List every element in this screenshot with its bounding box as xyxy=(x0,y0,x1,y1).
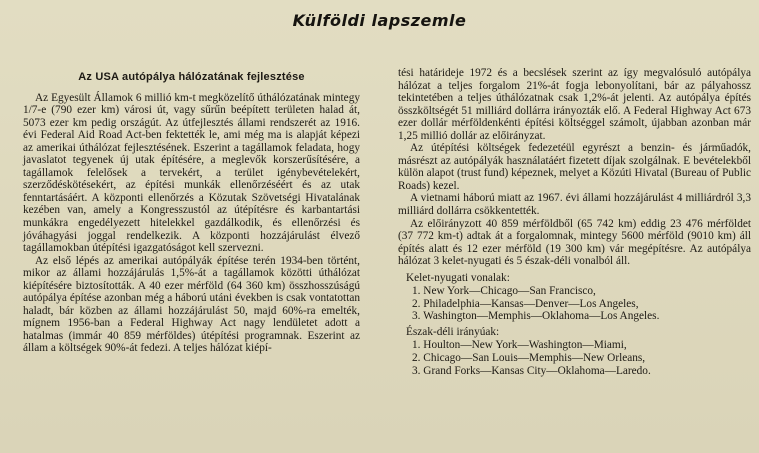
list-item: 2. Philadelphia—Kansas—Denver—Los Angeles, xyxy=(412,297,639,310)
east-west-heading: Kelet-nyugati vonalak: xyxy=(406,271,510,284)
paragraph: Az előirányzott 40 859 mérföldből (65 742 km) eddig 23 476 mérföldet (37 772 km-t) adtak át a forgalomnak, mintegy 5600 mérföld (9010 km) áll építés alatt és 12 ezer mérföld (19 300 km) vár megépítésre. Az autópálya hálózat 3 kelet-nyugati és 5 észak-déli vonalból áll. xyxy=(398,217,751,268)
list-item: 1. New York—Chicago—San Francisco, xyxy=(412,285,596,298)
article-title: Az USA autópálya hálózatának fejlesztése xyxy=(78,71,305,83)
paragraph: Az útépítési költségek fedezetéül egyrészt a benzin- és járműadók, másrészt az autópályák használatáért fizetett díjak szolgálnak. E bevételekből külön alapot (trust fund) képeznek, melyet a Közúti Hivatal (Bureau of Public Roads) kezel. xyxy=(398,142,751,192)
paragraph: Az Egyesült Államok 6 millió km-t megközelítő úthálózatának mintegy 1/7-e (790 ezer km) városi út, vagy sűrűn beépített területen halad át, 5073 ezer km pedig országút. Az útfejlesztés állami rendszerét az 1916. évi Federal Aid Road Act-ben fektették le, ami még ma is alapját képezi az amerikai úthálózat fejlesztésének. Eszerint a tagállamok feladata, hogy javaslatot tegyenek új utak építésére, a meglevők korszerűsítésére, a tagállamok felelősek a tervekért, a terület igénybevételekért, szerződéskötésekért, az építési munkák ellenőrzéséért és az utak fenntartásáért. A központi ellenőrzés a Közutak Szövetségi Hivatalának kezében van, amely a Kongresszustól az útépítésre és karbantartási munkákra engedélyezett hitelekkel gazdálkodik, és ellenőrzési és jóváhagyási joggal rendelkezik. A központi hozzájárulást élvező tagállamokban útépítési igazgatóságot kell szervezni. xyxy=(23,91,360,255)
right-column xyxy=(398,67,751,377)
paragraph-continuation: tési határideje 1972 és a becslések szerint az így megvalósuló autópálya hálózat a teljes forgalom 21%-át fogja lebonyolítani, bár az pályahossz tekintetében a teljes úthálózatnak csak 1,2%-át jelenti. Az autópálya építés összköltségét 51 milliárd dollárra irányozták elő. A Federal Highway Act 673 ezer dollár mérföldenkénti építési költséggel számolt, újabban azonban már 1,25 millió dollár az előirányzat. xyxy=(398,67,751,142)
list-item: 3. Washington—Memphis—Oklahoma—Los Angeles. xyxy=(412,310,660,323)
list-item: 1. Houlton—New York—Washington—Miami, xyxy=(412,339,627,352)
paragraph: A vietnami háború miatt az 1967. évi állami hozzájárulást 4 milliárdról 3,3 milliárd dollárra csökkentették. xyxy=(398,192,751,218)
east-west-list xyxy=(406,285,751,323)
list-item: 2. Chicago—San Louis—Memphis—New Orleans, xyxy=(412,352,646,365)
section-title: Külföldi lapszemle xyxy=(292,11,467,30)
north-south-list xyxy=(406,339,751,377)
list-item: 3. Grand Forks—Kansas City—Oklahoma—Laredo. xyxy=(412,364,651,377)
paragraph: Az első lépés az amerikai autópályák építése terén 1934-ben történt, mikor az állami hozzájárulás 1,5%-át a tagállamok közötti úthálózat kiépítésére biztosították. A 40 ezer mérföld (64 360 km) összhosszúságú autópálya építése azonban még a háború utáni években is csak vontatottan haladt, bár közben az állami hozzájárulást 50, majd 60%-ra emelték, mígnem 1956-ban a Federal Highway Act nagy lendületet adott a hatalmas (immár 40 859 mérföldes) útépítési programnak. Eszerint az állam a költségek 90%-át fedezi. A teljes hálózat kiépí- xyxy=(23,254,360,355)
left-column xyxy=(23,71,360,355)
route-lists xyxy=(406,272,751,377)
north-south-heading: Észak-déli irányúak: xyxy=(406,325,500,338)
